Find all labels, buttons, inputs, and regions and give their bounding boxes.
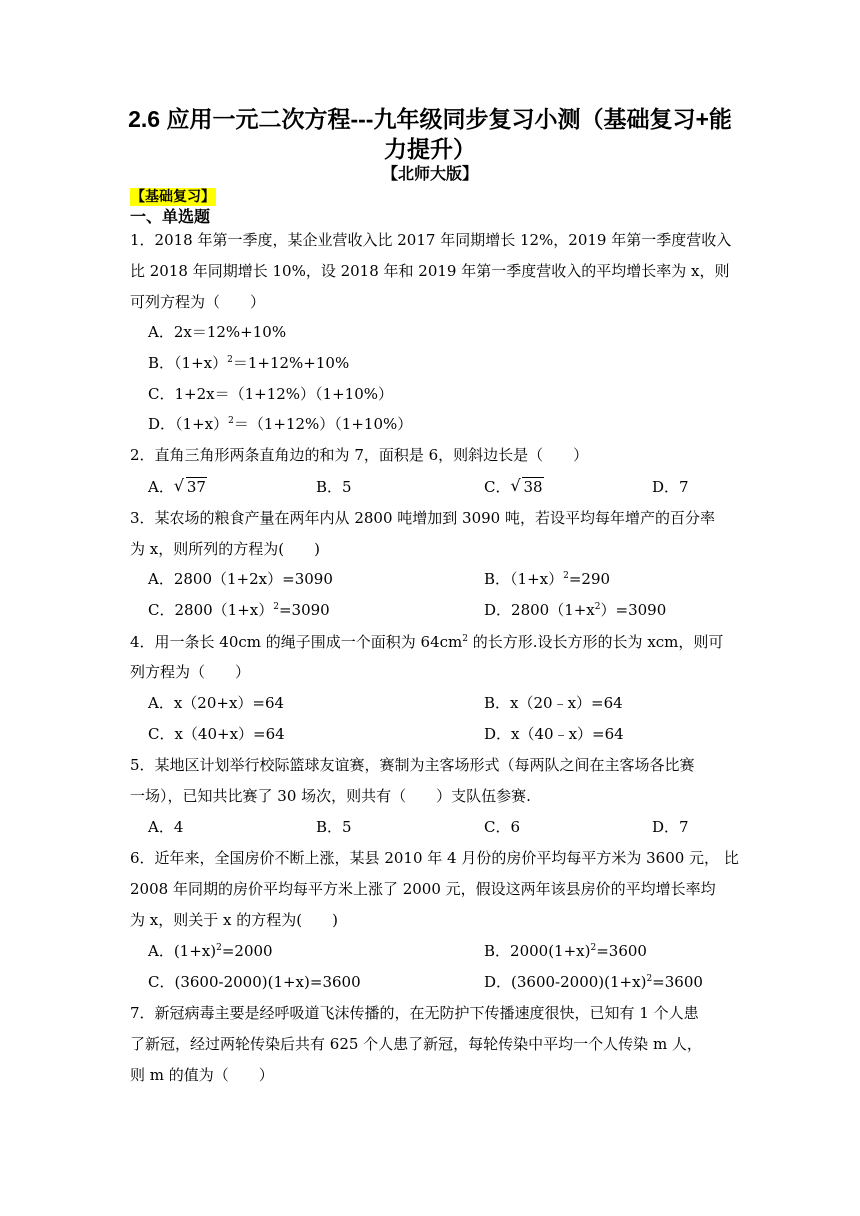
question-7-line-3: 则 m 的值为（ ）: [130, 1066, 274, 1084]
question-3-option-a: A．2800（1+2x）=3090: [148, 570, 333, 588]
question-3-option-d: D．$2800(1+x^2)=3090$: [484, 601, 667, 619]
question-3-line-1: 3．某农场的粮食产量在两年内从 2800 吨增加到 3090 吨，若设平均每年增产的百分率: [130, 509, 715, 527]
question-7-line-2: 了新冠，经过两轮传染后共有 625 个人患了新冠，每轮传染中平均一个人传染 m 人，: [130, 1035, 702, 1053]
question-5-option-d: D．7: [652, 818, 689, 836]
question-6-line-2: 2008 年同期的房价平均每平方米上涨了 2000 元，假设这两年该县房价的平均增长率均: [130, 880, 716, 898]
question-4-line-2: 列方程为（ ）: [130, 663, 251, 681]
question-5-option-a: A．4: [148, 818, 184, 836]
question-6-line-3: 为 x，则关于 x 的方程为( ): [130, 911, 338, 929]
question-1-option-c: C．1+2x＝（1+12%）（1+10%）: [148, 385, 393, 403]
page-title-line1: 2.6 应用一元二次方程---九年级同步复习小测（基础复习+能: [128, 106, 732, 132]
sqrt-symbol: √ 38: [510, 476, 543, 496]
question-6-option-a: A．$(1+x)^2=2000$: [148, 942, 273, 960]
question-6-line-1: 6．近年来，全国房价不断上涨，某县 2010 年 4 月份的房价平均每平方米为 3600 元， 比: [130, 849, 739, 867]
question-3-option-c: C．$2800(1+x)^2=3090$: [148, 601, 330, 619]
question-6-option-d: D．$(3600-2000)(1+x)^2=3600$: [484, 973, 703, 991]
edition-subtitle: 【北师大版】: [381, 164, 478, 183]
question-1-line-2: 比 2018 年同期增长 10%，设 2018 年和 2019 年第一季度营收入的平均增长率为 x，则: [130, 262, 730, 280]
sqrt-symbol: √ 37: [173, 476, 206, 496]
question-1-option-d: D．$(1+x)^2=(1+12\%)(1+10\%)$: [148, 415, 413, 433]
question-2-line-1: 2．直角三角形两条直角边的和为 7，面积是 6，则斜边长是（ ）: [130, 446, 589, 464]
question-3-line-2: 为 x，则所列的方程为( ): [130, 540, 320, 558]
question-5-line-2: 一场），已知共比赛了 30 场次，则共有（ ）支队伍参赛.: [130, 787, 531, 805]
question-1-line-3: 可列方程为（ ）: [130, 293, 266, 311]
question-5-option-c: C．6: [484, 818, 521, 836]
question-5-line-1: 5．某地区计划举行校际篮球友谊赛，赛制为主客场形式（每两队之间在主客场各比赛: [130, 756, 695, 774]
question-2-option-c: C． √ 38: [484, 476, 543, 496]
section-heading: 一、单选题: [130, 207, 211, 226]
question-1-option-b: B．$(1+x)^2=1+12\%+10\%$: [148, 354, 350, 372]
question-4-option-b: B．x（20﹣x）=64: [484, 694, 623, 712]
question-1-line-1: 1．2018 年第一季度，某企业营收入比 2017 年同期增长 12%，2019 年第一季度营收入: [130, 231, 732, 249]
question-4-option-c: C．x（40+x）=64: [148, 725, 285, 743]
question-6-option-b: B．$2000(1+x)^2=3600$: [484, 942, 647, 960]
question-5-option-b: B．5: [316, 818, 352, 836]
question-4-line-1: 4．用一条长 40cm 的绳子围成一个面积为 $64cm^2$ 的长方形.设长方形的长为 xcm，则可: [130, 633, 724, 651]
question-4-option-a: A．x（20+x）=64: [148, 694, 285, 712]
question-2-option-a: A． √ 37: [148, 476, 206, 496]
section-tag-highlight: 【基础复习】: [131, 189, 215, 205]
question-4-option-d: D．x（40﹣x）=64: [484, 725, 624, 743]
question-3-option-b: B．$(1+x)^2=290$: [484, 570, 611, 588]
page-title-line2: 力提升）: [384, 136, 476, 162]
question-7-line-1: 7．新冠病毒主要是经呼吸道飞沫传播的，在无防护下传播速度很快，已知有 1 个人患: [130, 1004, 699, 1022]
question-2-option-b: B．5: [316, 478, 352, 496]
question-6-option-c: C．(3600-2000)(1+x)=3600: [148, 973, 361, 991]
question-1-option-a: A．2x＝12%+10%: [148, 323, 287, 341]
question-2-option-d: D．7: [652, 478, 689, 496]
